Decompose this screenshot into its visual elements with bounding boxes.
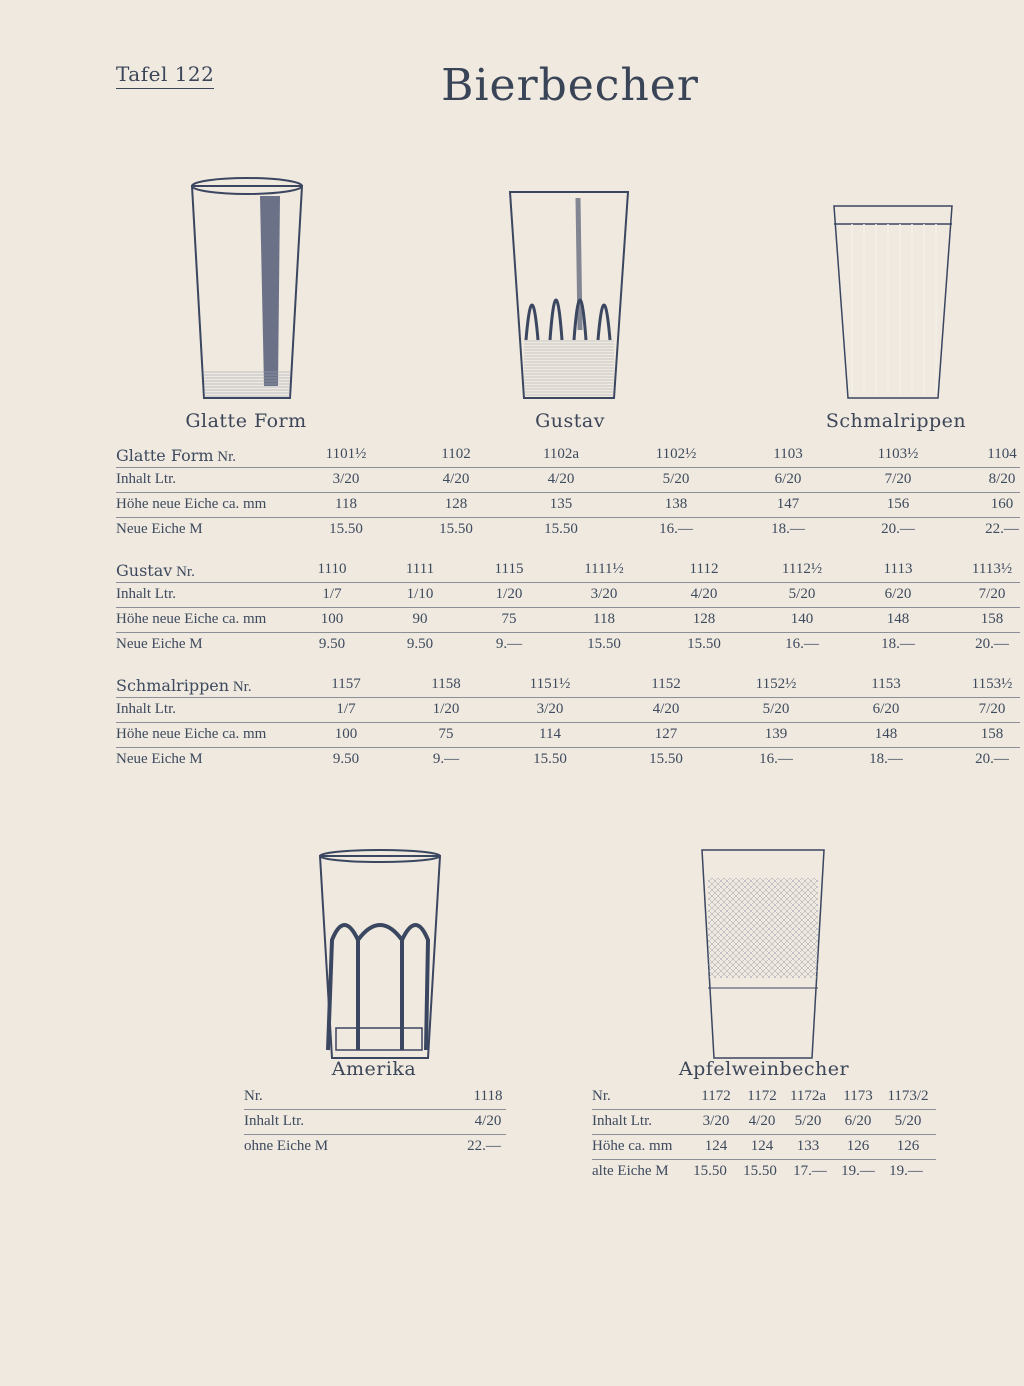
table-cell: 128	[444, 496, 468, 512]
table-head-label: Glatte Form Nr.	[116, 446, 237, 465]
table-cell: 5/20	[662, 471, 690, 487]
table-cell: 140	[790, 611, 814, 627]
table-cell: 8/20	[988, 471, 1016, 487]
row-label: Inhalt Ltr.	[592, 1113, 652, 1129]
table-cell: 1172a	[789, 1088, 827, 1104]
table-cell: 1152½	[755, 676, 797, 692]
table-row	[116, 517, 1020, 542]
table-cell: 20.—	[881, 521, 915, 537]
table-row	[116, 582, 1020, 608]
row-label: alte Eiche M	[592, 1163, 669, 1179]
table-cell: 1172	[701, 1088, 731, 1104]
table-cell: 1113½	[971, 561, 1013, 577]
table-cell: 1/20	[495, 586, 523, 602]
table-cell: 135	[549, 496, 573, 512]
table-cell: 1103	[773, 446, 803, 462]
table-cell: 1153	[871, 676, 901, 692]
table-cell: 4/20	[547, 471, 575, 487]
table-cell: 1172	[747, 1088, 777, 1104]
table-cell: 126	[896, 1138, 920, 1154]
table-cell: 20.—	[975, 751, 1009, 767]
table-cell: 1157	[331, 676, 361, 692]
table-cell: 18.—	[771, 521, 805, 537]
table-cell: 1158	[431, 676, 461, 692]
table-cell: 90	[412, 611, 428, 627]
table-cell: 1153½	[971, 676, 1013, 692]
table-row	[116, 697, 1020, 723]
table-cell: 114	[539, 726, 561, 742]
table-cell: 1104	[987, 446, 1017, 462]
table-row	[592, 1134, 936, 1160]
row-label: Inhalt Ltr.	[244, 1113, 304, 1129]
table-cell: 1151½	[529, 676, 571, 692]
table-cell: 15.50	[743, 1163, 777, 1179]
table-cell: 15.50	[693, 1163, 727, 1179]
table-cell: 4/20	[442, 471, 470, 487]
table-cell: 19.—	[841, 1163, 875, 1179]
table-cell: 9.50	[318, 636, 346, 652]
table-cell: 1173/2	[887, 1088, 929, 1104]
table-cell: 4/20	[652, 701, 680, 717]
table-cell: 16.—	[759, 751, 793, 767]
table-head-label: Gustav Nr.	[116, 561, 195, 580]
table-cell: 1102a	[542, 446, 580, 462]
table-cell: 18.—	[881, 636, 915, 652]
table-cell: 15.50	[687, 636, 721, 652]
table-cell: 16.—	[785, 636, 819, 652]
table-cell: 1110	[317, 561, 347, 577]
glass-schmalrippen-illustration	[832, 204, 954, 402]
table-cell: 148	[886, 611, 910, 627]
table-cell: 9.50	[332, 751, 360, 767]
table-cell: 100	[320, 611, 344, 627]
table-cell: 15.50	[533, 751, 567, 767]
table-row	[592, 1159, 936, 1184]
table-cell: 1118	[473, 1088, 503, 1104]
table-cell: 6/20	[844, 1113, 872, 1129]
table-row	[244, 1109, 506, 1135]
glass-gustav-illustration	[508, 190, 630, 402]
caption-amerika: Amerika	[331, 1058, 417, 1080]
table-cell: 5/20	[894, 1113, 922, 1129]
table-cell: 3/20	[536, 701, 564, 717]
table-cell: 1113	[883, 561, 913, 577]
table-header-row	[116, 557, 1020, 583]
row-label: Höhe neue Eiche ca. mm	[116, 611, 267, 627]
table-cell: 124	[750, 1138, 774, 1154]
table-cell: 1112	[689, 561, 719, 577]
table-cell: 1112½	[781, 561, 823, 577]
table-cell: 15.50	[587, 636, 621, 652]
table-cell: 1103½	[877, 446, 919, 462]
table-cell: 15.50	[544, 521, 578, 537]
table-cell: 133	[796, 1138, 820, 1154]
table-row	[116, 492, 1020, 518]
table-cell: 3/20	[590, 586, 618, 602]
table-cell: 1/20	[432, 701, 460, 717]
table-cell: 5/20	[762, 701, 790, 717]
table-cell: 6/20	[884, 586, 912, 602]
row-label: Neue Eiche M	[116, 636, 203, 652]
table-cell: 9.—	[495, 636, 523, 652]
table-cell: 17.—	[793, 1163, 827, 1179]
table-cell: 158	[980, 726, 1004, 742]
table-cell: 1102½	[655, 446, 697, 462]
table-cell: 128	[692, 611, 716, 627]
table-cell: 19.—	[889, 1163, 923, 1179]
table-cell: 4/20	[474, 1113, 502, 1129]
table-cell: 1102	[441, 446, 471, 462]
table-cell: 7/20	[884, 471, 912, 487]
table-header-row	[116, 442, 1020, 468]
glass-glatte-form-illustration	[190, 176, 306, 402]
table-cell: 1115	[494, 561, 524, 577]
row-label: ohne Eiche M	[244, 1138, 329, 1154]
table-cell: 22.—	[467, 1138, 501, 1154]
row-label: Höhe neue Eiche ca. mm	[116, 726, 267, 742]
table-cell: 5/20	[788, 586, 816, 602]
row-label: Neue Eiche M	[116, 751, 203, 767]
table-cell: 1101½	[325, 446, 367, 462]
table-cell: 7/20	[978, 701, 1006, 717]
table-cell: 118	[335, 496, 357, 512]
table-cell: 6/20	[872, 701, 900, 717]
table-cell: 75	[438, 726, 454, 742]
table-cell: 1/10	[406, 586, 434, 602]
table-cell: 138	[664, 496, 688, 512]
table-cell: 139	[764, 726, 788, 742]
plate-number: Tafel 122	[116, 62, 214, 89]
table-cell: 1152	[651, 676, 681, 692]
table-cell: 148	[874, 726, 898, 742]
table-cell: 7/20	[978, 586, 1006, 602]
table-cell: 1111½	[584, 561, 624, 577]
table-row	[592, 1109, 936, 1135]
table-cell: 1/7	[322, 586, 342, 602]
table-cell: 156	[886, 496, 910, 512]
table-cell: 127	[654, 726, 678, 742]
row-label: Neue Eiche M	[116, 521, 203, 537]
table-cell: 5/20	[794, 1113, 822, 1129]
table-cell: 118	[593, 611, 615, 627]
table-row	[116, 632, 1020, 657]
table-row	[116, 467, 1020, 493]
table-cell: 20.—	[975, 636, 1009, 652]
table-row	[592, 1084, 936, 1110]
row-label: Nr.	[244, 1088, 263, 1104]
table-cell: 9.50	[406, 636, 434, 652]
table-row	[116, 722, 1020, 748]
table-row	[116, 607, 1020, 633]
table-cell: 1/7	[336, 701, 356, 717]
row-label: Inhalt Ltr.	[116, 471, 176, 487]
table-cell: 126	[846, 1138, 870, 1154]
table-cell: 6/20	[774, 471, 802, 487]
row-label: Höhe ca. mm	[592, 1138, 673, 1154]
caption-gustav: Gustav	[535, 410, 605, 432]
table-cell: 3/20	[332, 471, 360, 487]
row-label: Inhalt Ltr.	[116, 586, 176, 602]
table-row	[244, 1134, 506, 1159]
table-cell: 75	[501, 611, 517, 627]
table-cell: 1173	[843, 1088, 873, 1104]
table-cell: 124	[704, 1138, 728, 1154]
table-cell: 160	[990, 496, 1014, 512]
glass-amerika-illustration	[318, 850, 442, 1062]
table-cell: 1111	[405, 561, 435, 577]
table-cell: 16.—	[659, 521, 693, 537]
table-row	[116, 747, 1020, 772]
table-header-row	[116, 672, 1020, 698]
table-row	[244, 1084, 506, 1110]
row-label: Nr.	[592, 1088, 611, 1104]
table-cell: 4/20	[748, 1113, 776, 1129]
table-head-label: Schmalrippen Nr.	[116, 676, 252, 695]
table-cell: 3/20	[702, 1113, 730, 1129]
table-cell: 4/20	[690, 586, 718, 602]
table-cell: 100	[334, 726, 358, 742]
row-label: Inhalt Ltr.	[116, 701, 176, 717]
table-cell: 18.—	[869, 751, 903, 767]
table-cell: 15.50	[439, 521, 473, 537]
caption-schmalrippen: Schmalrippen	[825, 410, 967, 432]
table-cell: 15.50	[649, 751, 683, 767]
row-label: Höhe neue Eiche ca. mm	[116, 496, 267, 512]
table-cell: 15.50	[329, 521, 363, 537]
caption-apfelweinbecher: Apfelweinbecher	[678, 1058, 850, 1080]
table-cell: 158	[980, 611, 1004, 627]
caption-glatte-form: Glatte Form	[185, 410, 307, 432]
glass-apfelweinbecher-illustration	[700, 848, 826, 1062]
table-cell: 9.—	[432, 751, 460, 767]
page-title: Bierbecher	[441, 60, 699, 111]
table-cell: 22.—	[985, 521, 1019, 537]
table-cell: 147	[776, 496, 800, 512]
